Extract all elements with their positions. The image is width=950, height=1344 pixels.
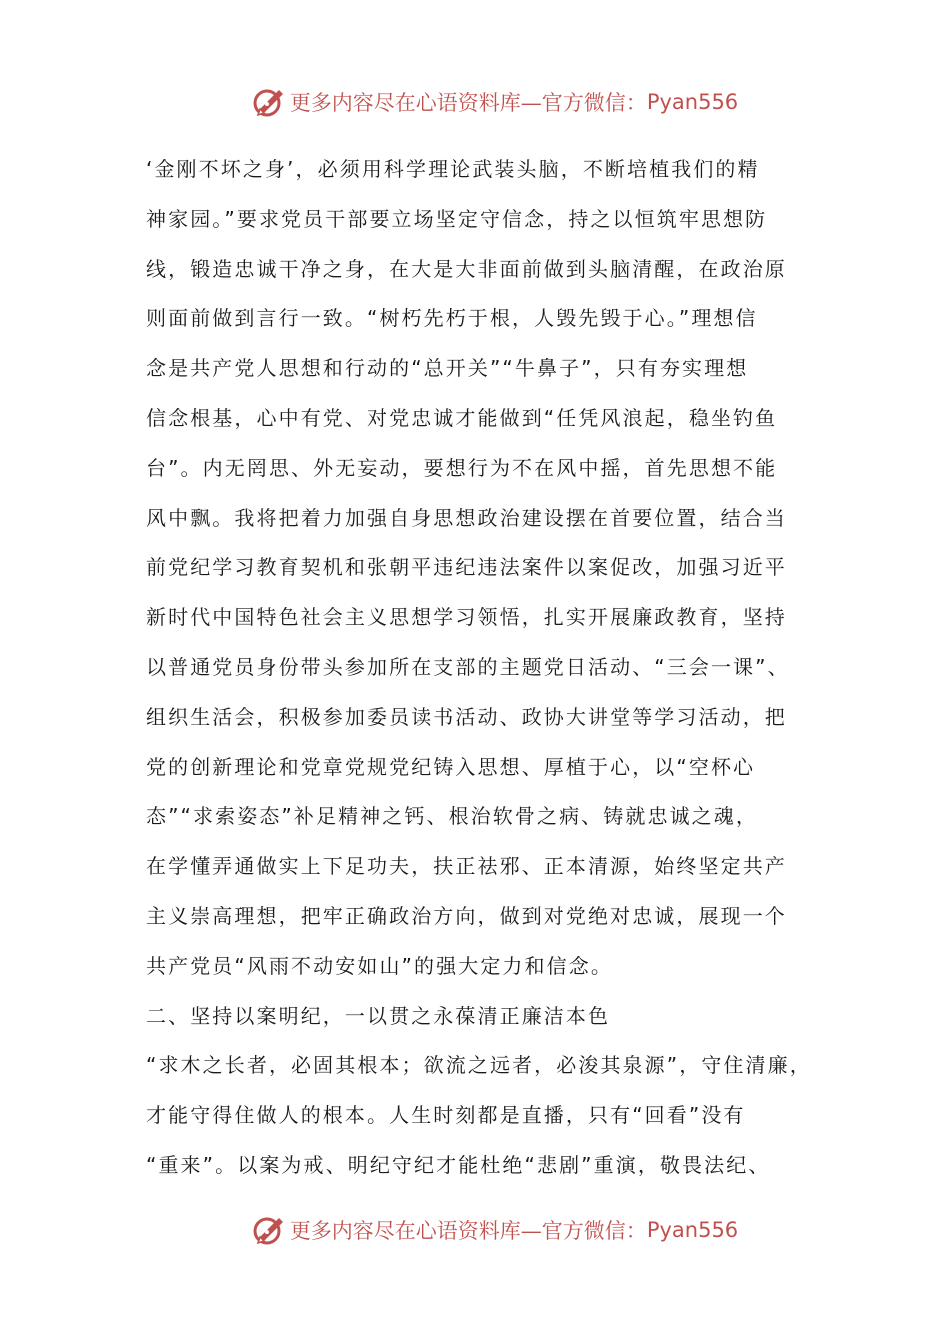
body-line: 信念根基，心中有党、对党忠诚才能做到“任凭风浪起，稳坐钓鱼 — [146, 405, 778, 430]
body-line: “重来”。以案为戒、明纪守纪才能杜绝“悲剧”重演，敬畏法纪、 — [146, 1152, 771, 1177]
pen-emblem-icon — [252, 85, 286, 119]
header-banner-text: 更多内容尽在心语资料库—官方微信： — [289, 91, 647, 115]
body-line: 态”“求索姿态”补足精神之钙、根治软骨之病、铸就忠诚之魂， — [146, 804, 758, 829]
body-line: “求木之长者，必固其根本；欲流之远者，必浚其泉源”，守住清廉， — [146, 1053, 812, 1078]
body-line: 党的创新理论和党章党规党纪铸入思想、厚植于心，以“空杯心 — [146, 754, 756, 779]
body-line: 念是共产党人思想和行动的“总开关”“牛鼻子”，只有夯实理想 — [146, 356, 749, 381]
body-line: 共产党员“风雨不动安如山”的强大定力和信念。 — [146, 953, 613, 978]
footer-banner-contact: Pyan556 — [646, 1218, 739, 1242]
body-line: ‘金刚不坏之身’，必须用科学理论武装头脑，不断培植我们的精 — [146, 157, 760, 181]
body-line: 则面前做到言行一致。“树朽先朽于根，人毁先毁于心。”理想信 — [146, 306, 758, 331]
section-heading: 二、坚持以案明纪，一以贯之永葆清正廉洁本色 — [146, 1003, 611, 1028]
body-line: 线，锻造忠诚干净之身，在大是大非面前做到头脑清醒，在政治原 — [146, 256, 787, 281]
header-banner-contact: Pyan556 — [646, 90, 739, 114]
footer-banner — [0, 1210, 950, 1250]
footer-banner-inner — [252, 1213, 738, 1247]
body-line: 神家园。”要求党员干部要立场坚定守信念，持之以恒筑牢思想防 — [146, 206, 768, 231]
body-line: 才能守得住做人的根本。人生时刻都是直播，只有“回看”没有 — [146, 1103, 746, 1128]
header-banner-inner — [252, 85, 738, 119]
footer-banner-text: 更多内容尽在心语资料库—官方微信： — [289, 1219, 647, 1243]
body-line: 以普通党员身份带头参加所在支部的主题党日活动、“三会一课”、 — [146, 654, 790, 679]
body-line: 主义崇高理想，把牢正确政治方向，做到对党绝对忠诚，展现一个 — [146, 903, 787, 928]
body-line: 台”。内无罔思、外无妄动，要想行为不在风中摇，首先思想不能 — [146, 455, 778, 480]
body-line: 风中飘。我将把着力加强自身思想政治建设摆在首要位置，结合当 — [146, 505, 787, 530]
body-line: 在学懂弄通做实上下足功夫，扶正祛邪、正本清源，始终坚定共产 — [146, 854, 787, 879]
document-body — [146, 145, 826, 1191]
body-line: 新时代中国特色社会主义思想学习领悟，扎实开展廉政教育，坚持 — [146, 605, 787, 630]
body-line: 组织生活会，积极参加委员读书活动、政协大讲堂等学习活动，把 — [146, 704, 787, 729]
body-line: 前党纪学习教育契机和张朝平违纪违法案件以案促改，加强习近平 — [146, 555, 787, 580]
pen-emblem-icon — [252, 1213, 286, 1247]
header-banner — [0, 82, 950, 122]
